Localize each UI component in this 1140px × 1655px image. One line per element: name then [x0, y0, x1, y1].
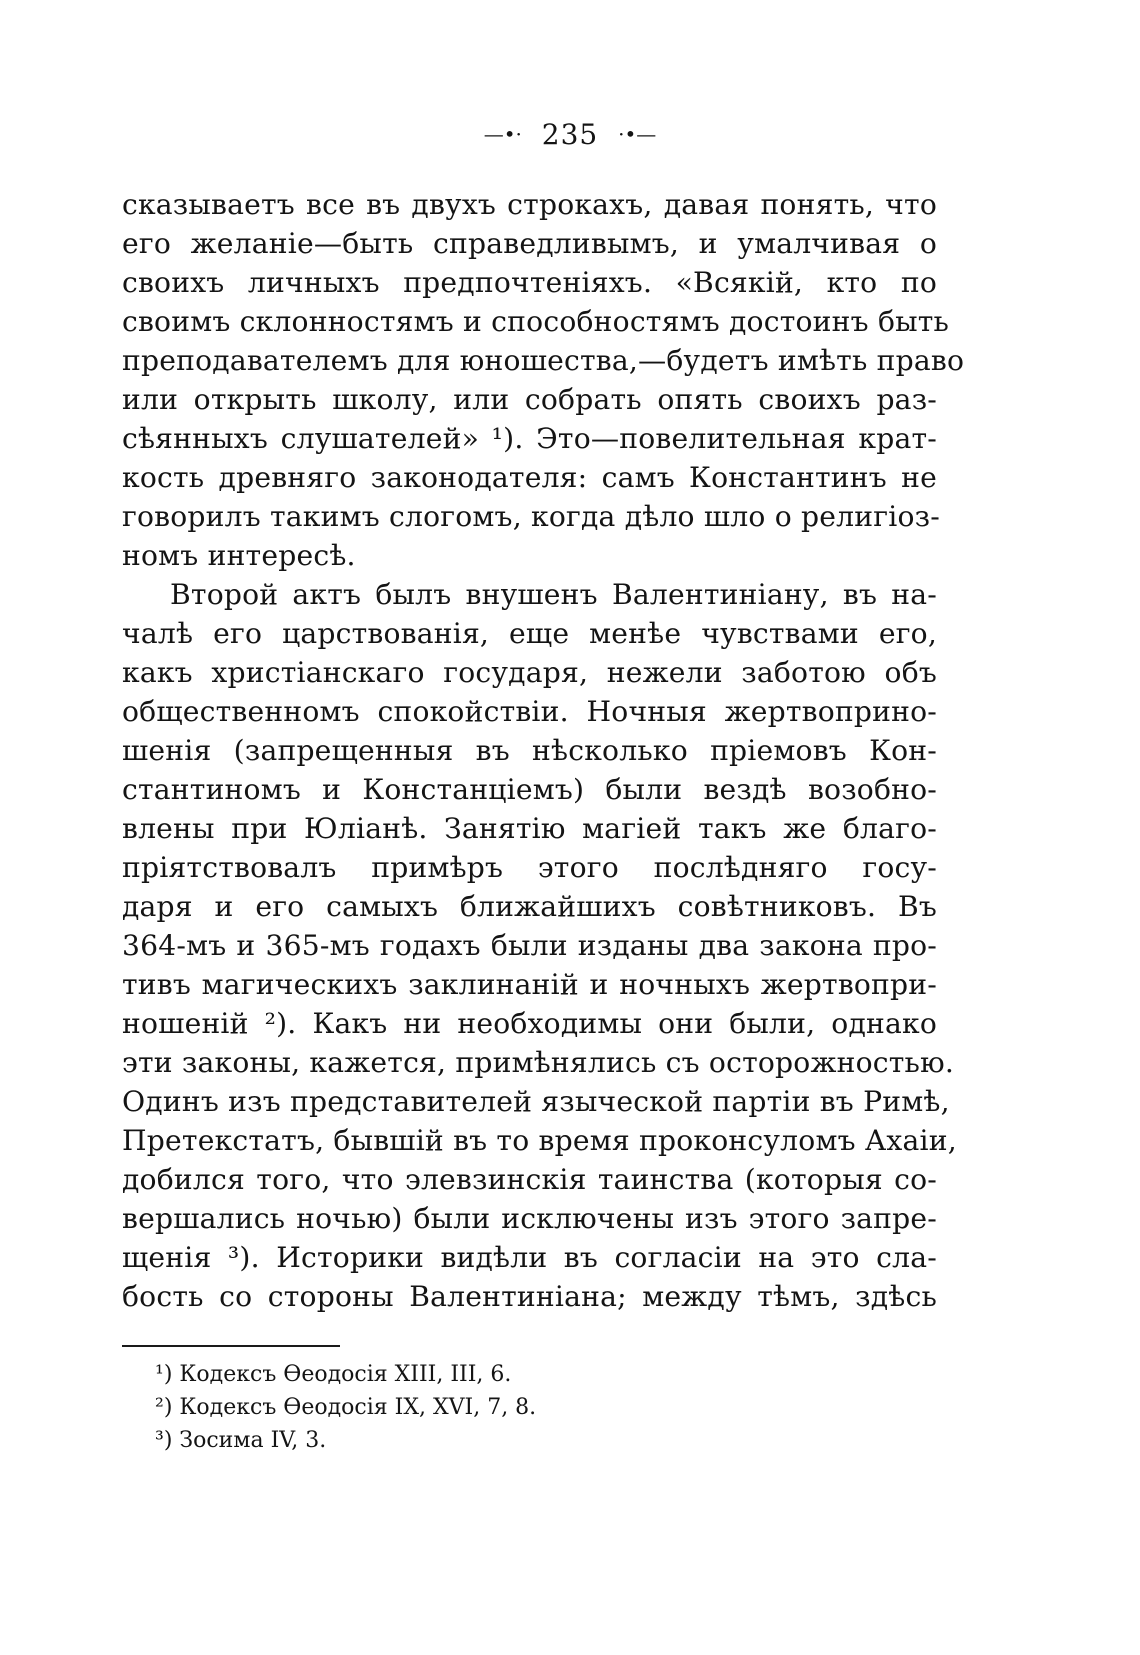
text-line: сѣянныхъ слушателей» ¹). Это—повелительная крат-: [122, 422, 937, 455]
page-number: 235: [541, 118, 599, 151]
text-line: чалѣ его царствованія, еще менѣе чувствами его,: [122, 617, 937, 650]
text-line: щенія ³). Историки видѣли въ согласіи на это сла-: [122, 1241, 937, 1274]
text-line: кость древняго законодателя: самъ Константинъ не: [122, 461, 937, 494]
footnote-text: Кодексъ Ѳеодосія IX, XVI, 7, 8.: [179, 1395, 537, 1420]
text-line: шенія (запрещенныя въ нѣсколько пріемовъ Кон-: [122, 734, 937, 767]
text-line: тивъ магическихъ заклинаній и ночныхъ жертвопри-: [122, 968, 937, 1001]
footnote-mark: ²): [155, 1395, 173, 1420]
text-line: преподавателемъ для юношества,—будетъ имѣть право: [122, 344, 965, 377]
text-line: бость со стороны Валентиніана; между тѣмъ, здѣсь: [122, 1280, 937, 1313]
footnote: [155, 1358, 536, 1391]
text-line: вершались ночью) были исключены изъ этого запре-: [122, 1202, 937, 1235]
text-line: или открыть школу, или собрать опять своихъ раз-: [122, 383, 937, 416]
text-line: влены при Юліанѣ. Занятію магіей такъ же благо-: [122, 812, 937, 845]
running-header: [0, 118, 1140, 154]
footnote-mark: ¹): [155, 1362, 173, 1387]
text-line: 364-мъ и 365-мъ годахъ были изданы два закона про-: [122, 929, 937, 962]
text-line: Второй актъ былъ внушенъ Валентиніану, въ на-: [170, 578, 937, 611]
text-line: эти законы, кажется, примѣнялись съ осторожностью.: [122, 1046, 954, 1079]
header-ornament-left: —•·: [483, 122, 522, 146]
footnote-mark: ³): [155, 1428, 173, 1453]
text-line: его желаніе—быть справедливымъ, и умалчивая о: [122, 227, 937, 260]
footnote-text: Зосима IV, 3.: [179, 1428, 327, 1453]
text-line: добился того, что элевзинскія таинства (которыя со-: [122, 1163, 937, 1196]
text-line: стантиномъ и Констанціемъ) были вездѣ возобно-: [122, 773, 937, 806]
text-line: Претекстатъ, бывшій въ то время проконсуломъ Ахаіи,: [122, 1124, 957, 1157]
text-line: какъ христіанскаго государя, нежели заботою объ: [122, 656, 937, 689]
footnote-separator: [122, 1345, 340, 1347]
text-line: пріятствовалъ примѣръ этого послѣдняго госу-: [122, 851, 937, 884]
text-line: даря и его самыхъ ближайшихъ совѣтниковъ. Въ: [122, 890, 937, 923]
text-line: Одинъ изъ представителей языческой партіи въ Римѣ,: [122, 1085, 950, 1118]
footnote: [155, 1391, 536, 1424]
text-line: своихъ личныхъ предпочтеніяхъ. «Всякій, кто по: [122, 266, 937, 299]
body-text: [122, 185, 965, 1316]
footnote-text: Кодексъ Ѳеодосія XIII, III, 6.: [179, 1362, 512, 1387]
text-line: сказываетъ все въ двухъ строкахъ, давая понять, что: [122, 188, 937, 221]
text-line: номъ интересѣ.: [122, 539, 356, 572]
footnotes: [155, 1358, 536, 1457]
text-line: говорилъ такимъ слогомъ, когда дѣло шло о религіоз-: [122, 500, 940, 533]
text-line: своимъ склонностямъ и способностямъ достоинъ быть: [122, 305, 950, 338]
text-line: общественномъ спокойствіи. Ночныя жертвоприно-: [122, 695, 937, 728]
text-line: ношеній ²). Какъ ни необходимы они были, однако: [122, 1007, 937, 1040]
header-ornament-right: ·•—: [618, 122, 657, 146]
footnote: [155, 1424, 536, 1457]
